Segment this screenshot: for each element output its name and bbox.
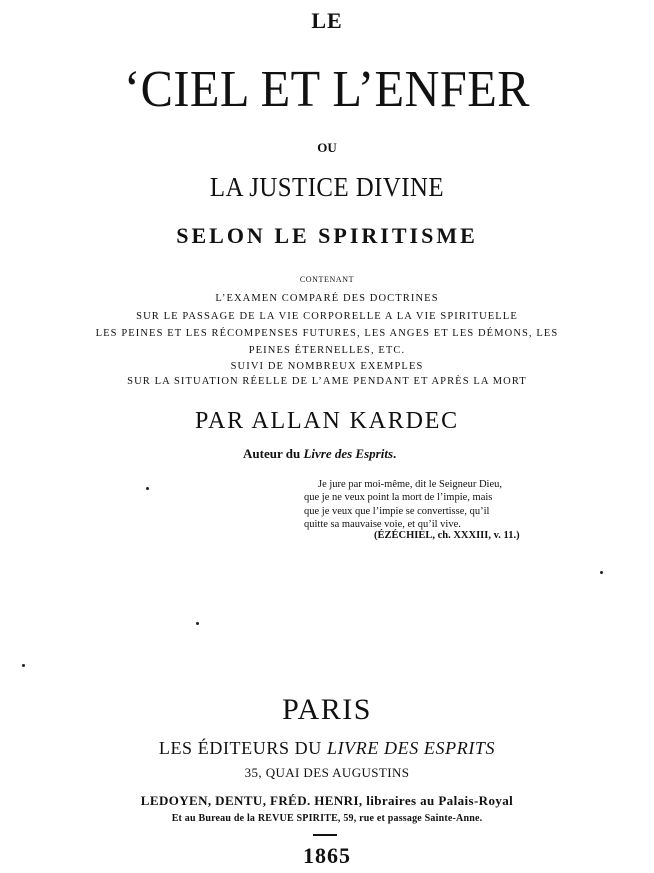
publication-year: 1865 bbox=[303, 843, 351, 868]
author-role bbox=[243, 446, 443, 462]
subtitle-line-1: LA JUSTICE DIVINE bbox=[209, 172, 445, 202]
contents-line: SUR LA SITUATION RÉELLE DE L’AME PENDANT ET APRÈS LA MORT bbox=[127, 376, 527, 387]
divider-rule bbox=[313, 834, 337, 836]
epigraph-line: Je jure par moi-même, dit le Seigneur Dieu, bbox=[318, 479, 502, 490]
imprint-booksellers: LEDOYEN, DENTU, FRÉD. HENRI, libraires au Palais-Royal bbox=[140, 793, 514, 808]
print-speck bbox=[600, 571, 603, 574]
contents-line: L’EXAMEN COMPARÉ DES DOCTRINES bbox=[215, 293, 439, 304]
epigraph-line: que je ne veux point la mort de l’impie, mais bbox=[304, 492, 493, 504]
subtitle-line-2: SELON LE SPIRITISME bbox=[176, 223, 478, 248]
print-speck bbox=[146, 487, 149, 490]
contents-line: SUR LE PASSAGE DE LA VIE CORPORELLE A LA VIE SPIRITUELLE bbox=[136, 311, 518, 322]
author-byline: PAR ALLAN KARDEC bbox=[195, 408, 459, 434]
title-article: LE bbox=[311, 8, 343, 33]
title-conjunction: OU bbox=[317, 140, 337, 155]
contents-label: CONTENANT bbox=[299, 275, 355, 284]
epigraph bbox=[300, 478, 568, 532]
author-role-prefix: Auteur du bbox=[243, 446, 304, 461]
epigraph-line: quitte sa mauvaise voie, et qu’il vive. bbox=[304, 519, 461, 531]
print-speck bbox=[22, 664, 25, 667]
author-role-work: Livre des Esprits bbox=[303, 446, 394, 461]
imprint-publisher-prefix: LES ÉDITEURS DU bbox=[158, 738, 327, 758]
book-title: ‘CIEL ET L’ENFER bbox=[124, 61, 530, 118]
contents-line: LES PEINES ET LES RÉCOMPENSES FUTURES, LES ANGES ET LES DÉMONS, LES bbox=[95, 328, 559, 339]
author-role-suffix: . bbox=[393, 446, 397, 461]
contents-line: SUIVI DE NOMBREUX EXEMPLES bbox=[230, 361, 424, 372]
epigraph-citation: (ÉZÉCHIEL, ch. XXXIII, v. 11.) bbox=[374, 530, 520, 541]
imprint-city: PARIS bbox=[282, 693, 372, 726]
epigraph-line: que je veux que l’impie se convertisse, qu’il bbox=[304, 505, 490, 517]
imprint-publisher bbox=[0, 738, 654, 759]
imprint-address: 35, QUAI DES AUGUSTINS bbox=[244, 765, 410, 780]
print-speck bbox=[196, 622, 199, 625]
imprint-publisher-work: LIVRE DES ESPRITS bbox=[326, 738, 496, 758]
contents-line: PEINES ÉTERNELLES, ETC. bbox=[248, 345, 406, 356]
imprint-bureau: Et au Bureau de la REVUE SPIRITE, 59, rue et passage Sainte-Anne. bbox=[171, 813, 483, 824]
